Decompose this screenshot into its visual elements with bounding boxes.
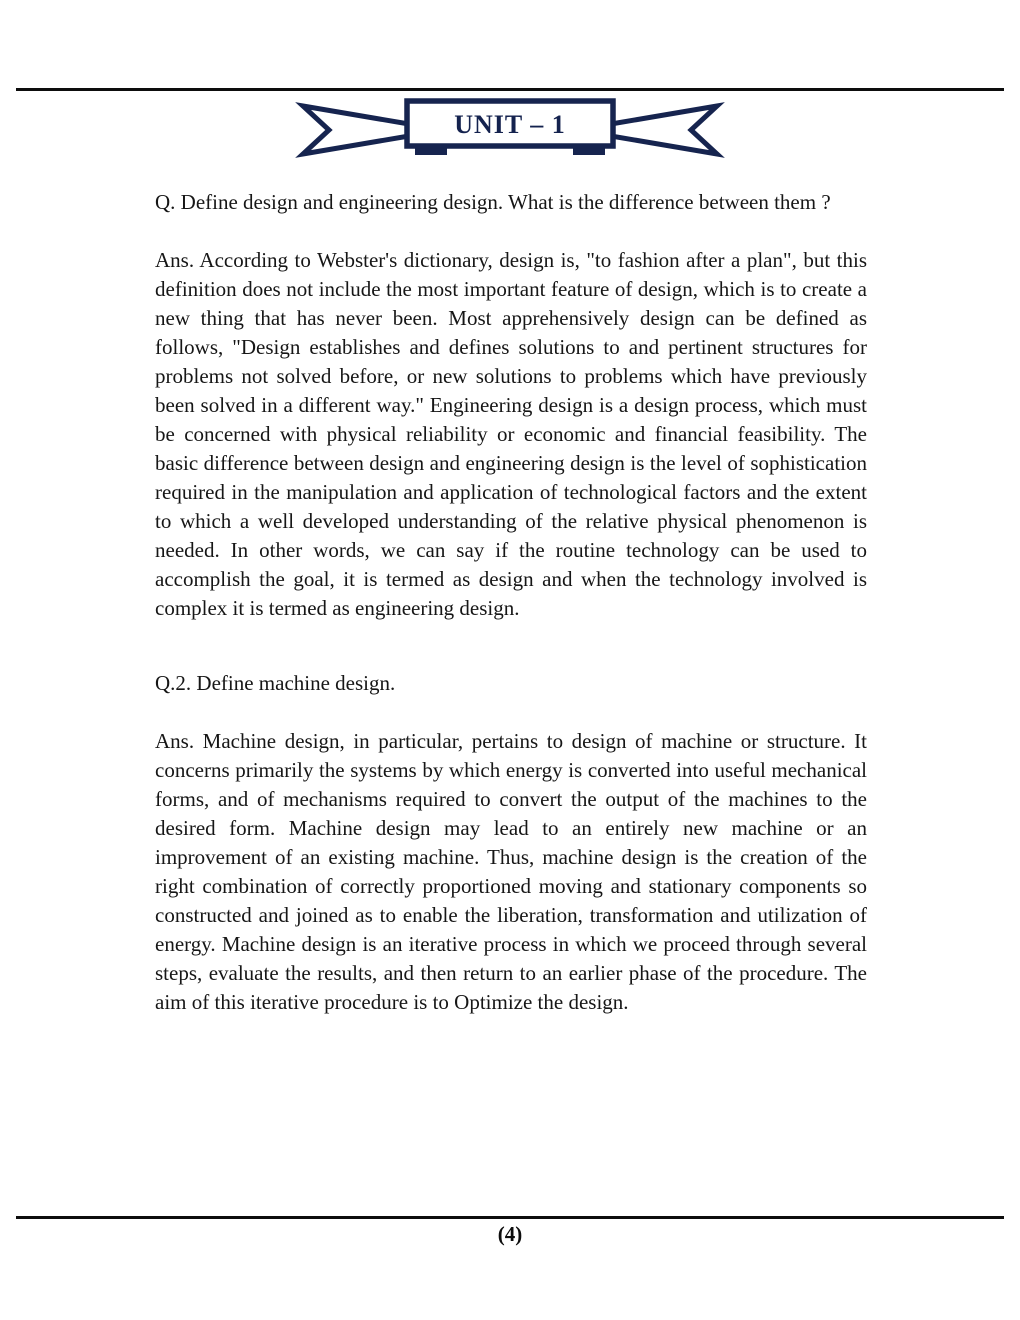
page-content (155, 188, 867, 1017)
answer-2: Ans. Machine design, in particular, pertains to design of machine or structure. It concerns primarily the systems by which energy is converted into useful mechanical forms, and of mechanisms required to convert the output of the machines to the desired form. Machine design may lead to an entirely new machine or an improvement of an existing machine. Thus, machine design is the creation of the right combination of correctly proportioned moving and stationary components so constructed and joined as to enable the liberation, transformation and utilization of energy. Machine design is an iterative process in which we proceed through several steps, evaluate the results, and then return to an earlier phase of the procedure. The aim of this iterative procedure is to Optimize the design. (155, 729, 867, 1014)
banner-ribbon-left (303, 106, 415, 154)
top-divider (16, 88, 1004, 91)
banner-ribbon-right (605, 106, 717, 154)
banner-title: UNIT – 1 (454, 110, 566, 139)
unit-banner (295, 94, 725, 160)
question-2: Q.2. Define machine design. (155, 671, 396, 695)
bottom-divider (16, 1216, 1004, 1219)
qa-block-2 (155, 669, 867, 1017)
qa-block-1 (155, 188, 867, 623)
page-number: (4) (497, 1222, 523, 1246)
question-1: Q. Define design and engineering design. What is the difference between them ? (155, 190, 831, 214)
ribbon-banner-icon (295, 94, 725, 160)
answer-1: Ans. According to Webster's dictionary, design is, "to fashion after a plan", but this definition does not include the most important feature of design, which is to create a new thing that has never been. Most apprehensively design can be defined as follows, "Design establishes and defines solutions to and pertinent structures for problems not solved before, or new solutions to problems which have previously been solved in a different way." Engineering design is a design process, which must be concerned with physical reliability or economic and financial feasibility. The basic difference between design and engineering design is the level of sophistication required in the manipulation and application of technological factors and the extent to which a well developed understanding of the relative physical phenomenon is needed. In other words, we can say if the routine technology can be used to accomplish the goal, it is termed as design and when the technology involved is complex it is termed as engineering design. (155, 248, 867, 620)
